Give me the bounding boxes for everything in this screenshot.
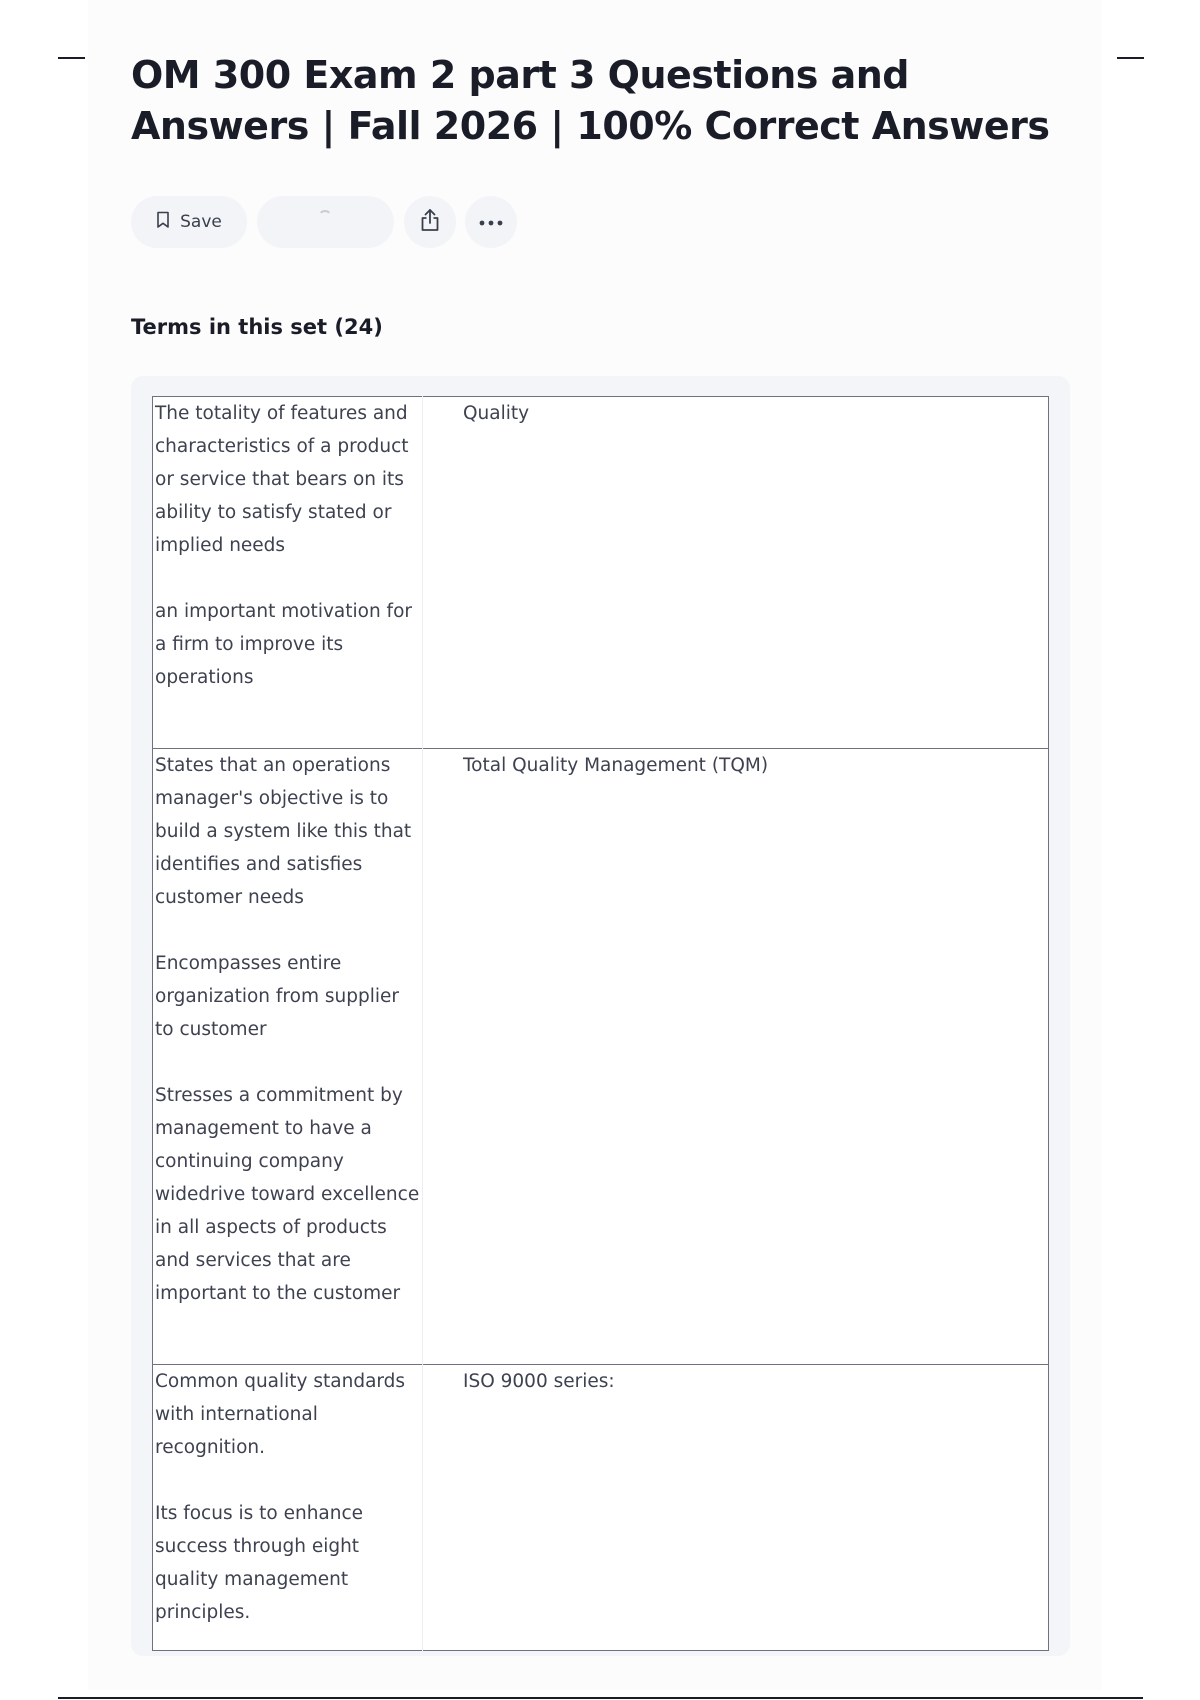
term-cell: [423, 1365, 1049, 1651]
bottom-rule: [58, 1697, 1143, 1699]
definition-text: The totality of features and characteristics of a product or service that bears on its ability to satisfy stated or implied needs an important motivation for a firm to improve its operations: [155, 403, 412, 688]
page-corner-mark-left: [58, 57, 85, 59]
term-text: Total Quality Management (TQM): [463, 755, 769, 776]
page-corner-mark-right: [1117, 57, 1144, 59]
share-button[interactable]: [404, 196, 456, 248]
term-text: ISO 9000 series:: [463, 1371, 615, 1392]
page-title: OM 300 Exam 2 part 3 Questions and Answers | Fall 2026 | 100% Correct Answers: [131, 53, 1050, 148]
definition-cell: [153, 1365, 423, 1651]
table-row: [153, 397, 1049, 749]
term-cell: [423, 749, 1049, 1365]
definition-text: Common quality standards with international recognition. Its focus is to enhance success through eight quality management principles.: [155, 1371, 406, 1623]
definition-cell: [153, 749, 423, 1365]
table-row: [153, 1365, 1049, 1651]
save-button[interactable]: [131, 196, 247, 248]
bookmark-icon: [156, 211, 170, 234]
loading-spinner-icon: [318, 210, 332, 224]
more-options-button[interactable]: [465, 196, 517, 248]
share-icon: [419, 208, 441, 236]
terms-heading: Terms in this set (24): [131, 315, 383, 339]
definition-cell: [153, 397, 423, 749]
terms-table: [152, 396, 1049, 1651]
table-row: [153, 749, 1049, 1365]
definition-text: States that an operations manager's objective is to build a system like this that identifies and satisfies customer needs Encompasses entire organization from supplier to customer Stresses a commitment by management to have a continuing company widedrive toward excellence in all aspects of products and services that are important to the customer: [155, 755, 420, 1304]
loading-button[interactable]: [257, 196, 394, 248]
term-text: Quality: [463, 403, 530, 424]
save-button-label: Save: [180, 212, 222, 232]
more-icon: [479, 215, 503, 230]
term-cell: [423, 397, 1049, 749]
